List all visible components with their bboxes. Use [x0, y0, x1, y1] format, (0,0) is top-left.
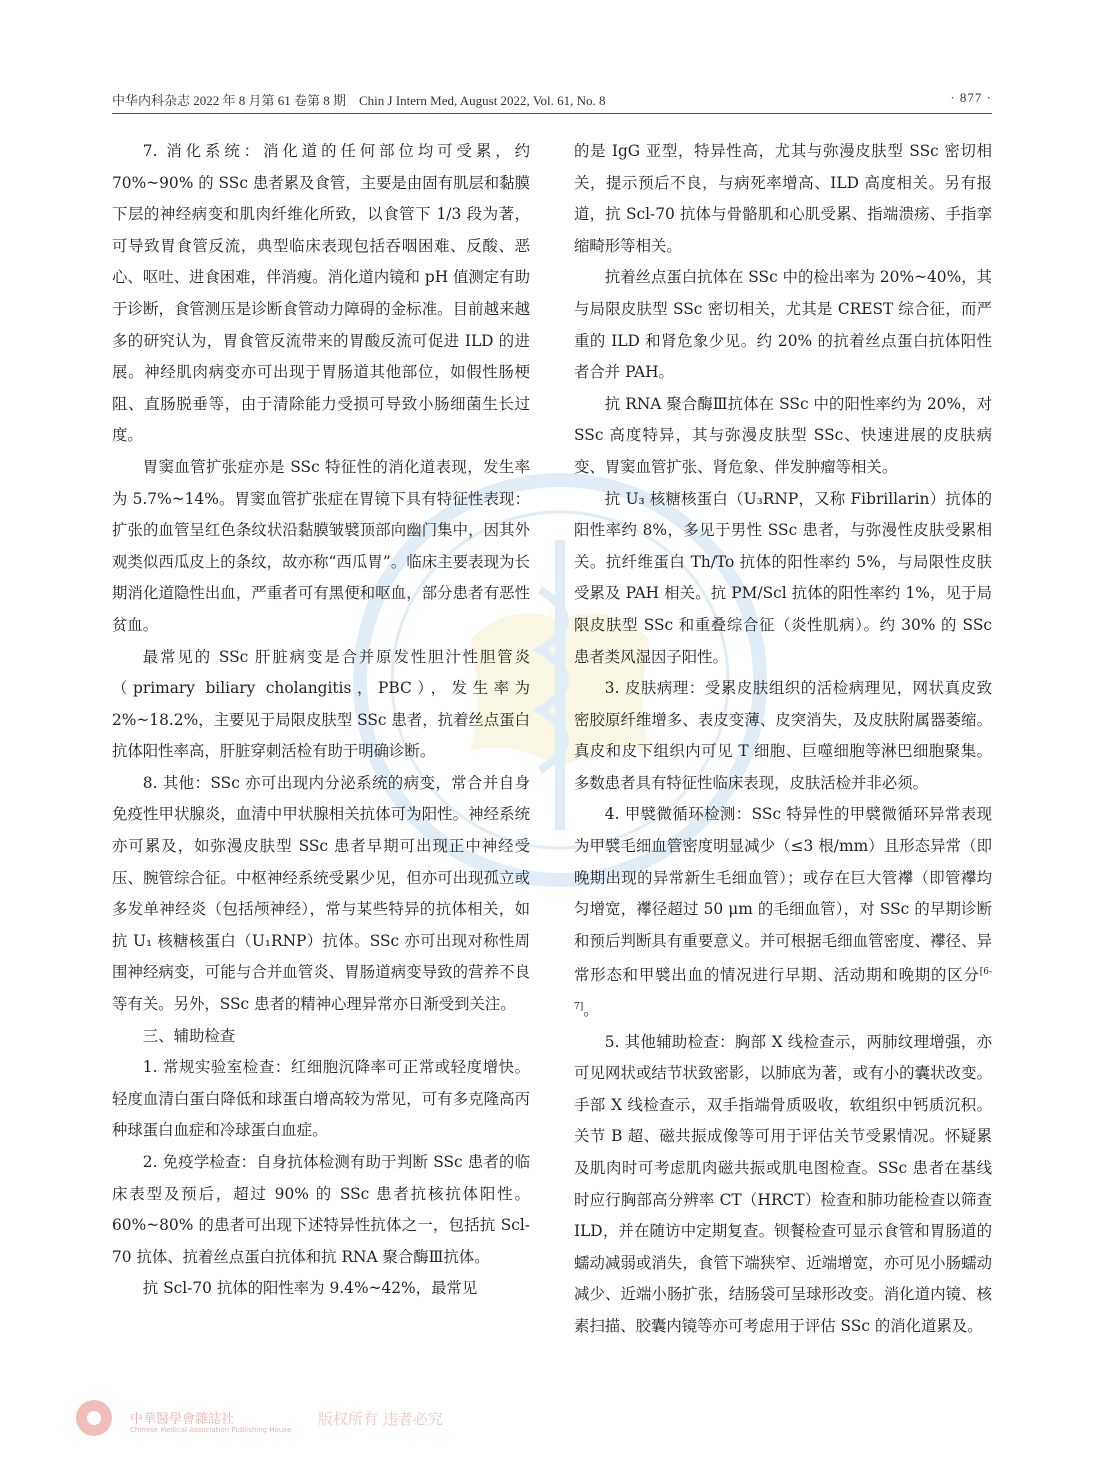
section-heading-auxiliary-tests: 三、辅助检查	[142, 1026, 236, 1045]
journal-citation-line: 中华内科杂志 2022 年 8 月第 61 卷第 8 期 Chin J Intern Med, August 2022, Vol. 61, No. 8	[112, 93, 606, 108]
publisher-name: 中華醫學會雜誌社	[130, 1412, 235, 1427]
paragraph-immunology: 2. 免疫学检查：自身抗体检测有助于判断 SSc 患者的临床表型及预后，超过 90% 的 SSc 患者抗核抗体阳性。60%~80% 的患者可出现下述特异性抗体之一，包括抗 Scl-70 抗体、抗着丝点蛋白抗体和抗 RNA 聚合酶Ⅲ抗体。	[112, 1153, 530, 1266]
paragraph-liver-pbc: 最常见的 SSc 肝脏病变是合并原发性胆汁性胆管炎（primary biliary cholangitis，PBC），发生率为 2%~18.2%，主要见于局限皮肤型 SSc 患者，抗着丝点蛋白抗体阳性率高，肝脏穿刺活检有助于明确诊断。	[112, 647, 530, 761]
paragraph-scl70-start: 抗 Scl-70 抗体的阳性率为 9.4%~42%，最常见	[142, 1279, 478, 1298]
paragraph-routine-lab: 1. 常规实验室检查：红细胞沉降率可正常或轻度增快。轻度血清白蛋白降低和球蛋白增高较为常见，可有多克隆高丙种球蛋白血症和冷球蛋白血症。	[112, 1058, 530, 1140]
publisher-name-en: Chinese Medical Association Publishing House	[130, 1426, 292, 1434]
paragraph-scl70-cont: 的是 IgG 亚型，特异性高，尤其与弥漫皮肤型 SSc 密切相关，提示预后不良，与病死率增高、ILD 高度相关。另有报道，抗 Scl-70 抗体与骨骼肌和心肌受累、指端溃疡、手指挛缩畸形等相关。	[574, 142, 992, 255]
citation-tail: 。	[583, 1001, 599, 1020]
paragraph-digestive-system: 7. 消化系统：消化道的任何部位均可受累，约 70%~90% 的 SSc 患者累及食管，主要是由固有肌层和黏膜下层的神经病变和肌肉纤维化所致，以食管下 1/3 段为著，可导致胃食管反流，典型临床表现包括吞咽困难、反酸、恶心、呕吐、进食困难，伴消瘦。消化道内镜和 pH 值测定有助于诊断，食管测压是诊断食管动力障碍的金标准。目前越来越多的研究认为，胃食管反流带来的胃酸反流可促进 ILD 的进展。神经肌肉病变亦可出现于胃肠道其他部位，如假性肠梗阻、直肠脱垂等，由于清除能力受损可导致小肠细菌生长过度。	[112, 142, 530, 445]
paragraph-rna-pol3: 抗 RNA 聚合酶Ⅲ抗体在 SSc 中的阳性率约为 20%，对 SSc 高度特异，其与弥漫皮肤型 SSc、快速进展的皮肤病变、胃窦血管扩张、肾危象、伴发肿瘤等相关。	[574, 394, 992, 476]
paragraph-anticentromere: 抗着丝点蛋白抗体在 SSc 中的检出率为 20%~40%，其与局限皮肤型 SSc 密切相关，尤其是 CREST 综合征，而严重的 ILD 和肾危象少见。约 20% 的抗着丝点蛋白抗体阳性者合并 PAH。	[574, 268, 992, 382]
copyright-slogan: 版权所有 违者必究	[318, 1410, 443, 1428]
paragraph-other-systems: 8. 其他：SSc 亦可出现内分泌系统的病变，常合并自身免疫性甲状腺炎，血清中甲状腺相关抗体可为阳性。神经系统亦可累及，如弥漫皮肤型 SSc 患者早期可出现正中神经受压、腕管综合征。中枢神经系统受累少见，但亦可出现孤立或多发单神经炎（包括颅神经），常与某些特异的抗体相关，如抗 U₁ 核糖核蛋白（U₁RNP）抗体。SSc 亦可出现对称性周围神经病变，可能与合并血管炎、胃肠道病变导致的营养不良等有关。另外，SSc 患者的精神心理异常亦日渐受到关注。	[112, 773, 530, 1014]
citation-ref: [6-7]	[574, 967, 992, 1013]
paragraph-u3rnp: 抗 U₃ 核糖核蛋白（U₃RNP，又称 Fibrillarin）抗体的阳性率约 8%，多见于男性 SSc 患者，与弥漫性皮肤受累相关。抗纤维蛋白 Th/To 抗体的阳性率约 5%，与局限性皮肤受累及 PAH 相关。抗 PM/Scl 抗体的阳性率约 1%，见于局限皮肤型 SSc 和重叠综合征（炎性肌病）。约 30% 的 SSc 患者类风湿因子阳性。	[574, 489, 992, 666]
paragraph-skin-pathology: 3. 皮肤病理：受累皮肤组织的活检病理见，网状真皮致密胶原纤维增多、表皮变薄、皮突消失，及皮肤附属器萎缩。真皮和皮下组织内可见 T 细胞、巨噬细胞等淋巴细胞聚集。多数患者具有特征性临床表现，皮肤活检并非必须。	[574, 679, 992, 792]
paragraph-nailfold	[574, 799, 992, 1026]
nailfold-text: 4. 甲襞微循环检测：SSc 特异性的甲襞微循环异常表现为甲襞毛细血管密度明显减少（≤3 根/mm）且形态异常（即晚期出现的异常新生毛细血管）；或存在巨大管襻（即管襻均匀增宽，襻径超过 50 μm 的毛细血管），对 SSc 的早期诊断和预后判断具有重要意义。并可根据毛细血管密度、襻径、异常形态和甲襞出血的情况进行早期、活动期和晚期的区分	[574, 805, 992, 985]
header-rule	[112, 113, 992, 114]
paragraph-gave: 胃窦血管扩张症亦是 SSc 特征性的消化道表现，发生率为 5.7%~14%。胃窦血管扩张症在胃镜下具有特征性表现：扩张的血管呈红色条纹状沿黏膜皱襞顶部向幽门集中，因其外观类似西瓜皮上的条纹，故亦称“西瓜胃”。临床主要表现为长期消化道隐性出血，严重者可有黑便和呕血，部分患者有恶性贫血。	[112, 457, 530, 634]
page-number: · 877 ·	[950, 90, 992, 105]
left-column	[112, 136, 530, 1305]
right-column	[574, 136, 992, 1343]
paragraph-other-exams: 5. 其他辅助检查：胸部 X 线检查示，两肺纹理增强，亦可见网状或结节状致密影，以肺底为著，或有小的囊状改变。手部 X 线检查示，双手指端骨质吸收，软组织中钙质沉积。关节 B 超、磁共振成像等可用于评估关节受累情况。怀疑累及肌肉时可考虑肌肉磁共振或肌电图检查。SSc 患者在基线时应行胸部高分辨率 CT（HRCT）检查和肺功能检查以筛查 ILD，并在随访中定期复查。钡餐检查可显示食管和胃肠道的蠕动减弱或消失，食管下端狭窄、近端增宽，亦可见小肠蠕动减少、近端小肠扩张，结肠袋可呈球形改变。消化道内镜、核素扫描、胶囊内镜等亦可考虑用于评估 SSc 的消化道累及。	[574, 1032, 992, 1335]
